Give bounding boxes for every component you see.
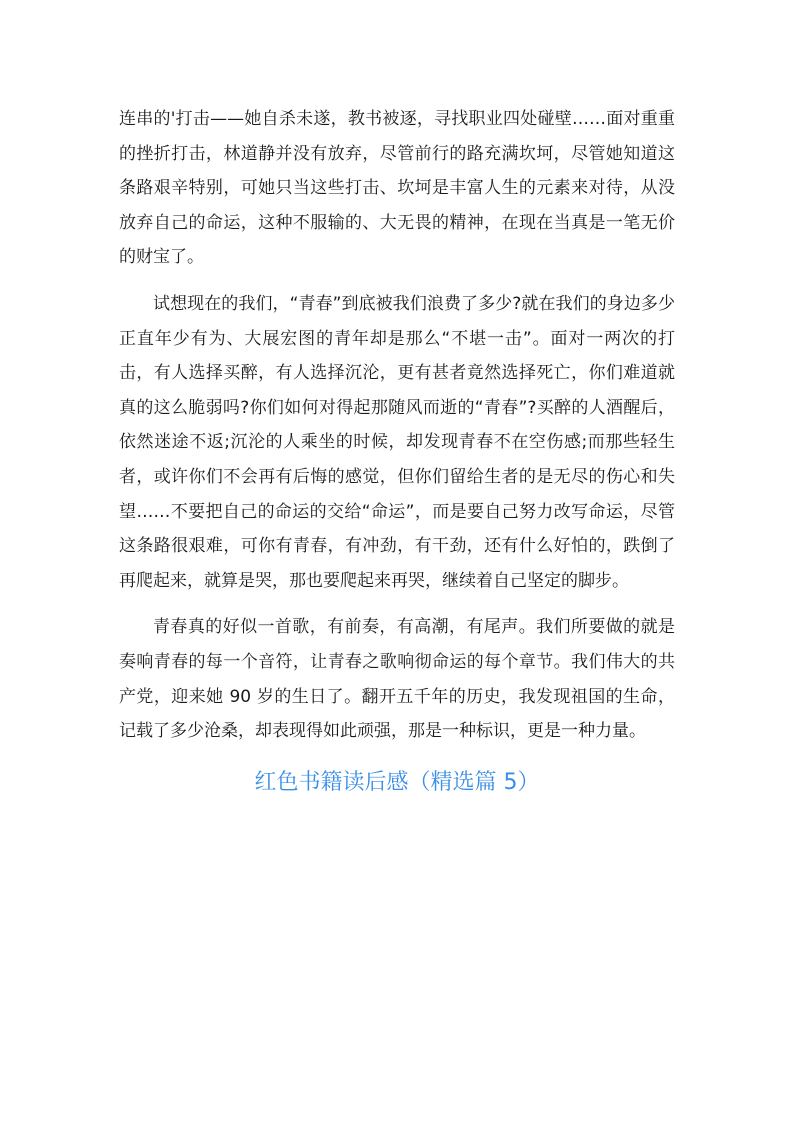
paragraph-2: 试想现在的我们，“青春”到底被我们浪费了多少?就在我们的身边多少正直年少有为、大展宏图的青年却是那么“不堪一击”。面对一两次的打击，有人选择买醉，有人选择沉沦，更有甚者竟然选择死亡，你们难道就真的这么脆弱吗?你们如何对得起那随风而逝的“青春”?买醉的人酒醒后，依然迷途不返;沉沦的人乘坐的时候，却发现青春不在空伤感;而那些轻生者，或许你们不会再有后悔的感觉，但你们留给生者的是无尽的伤心和失望……不要把自己的命运的交给“命运”，而是要自己努力改写命运，尽管这条路很艰难，可你有青春，有冲劲，有干劲，还有什么好怕的，跌倒了再爬起来，就算是哭，那也要爬起来再哭，继续着自己坚定的脚步。 <box>119 293 675 591</box>
paragraph-3: 青春真的好似一首歌，有前奏，有高潮，有尾声。我们所要做的就是奏响青春的每一个音符，让青春之歌响彻命运的每个章节。我们伟大的共产党，迎来她 90 岁的生日了。翻开五千年的历史，我发现祖国的生命，记载了多少沧桑，却表现得如此顽强，那是一种标识，更是一种力量。 <box>119 617 675 742</box>
document-body <box>119 102 675 805</box>
paragraph-1: 连串的'打击——她自杀未遂，教书被逐，寻找职业四处碰壁……面对重重的挫折打击，林道静并没有放弃，尽管前行的路充满坎坷，尽管她知道这条路艰辛特别，可她只当这些打击、坎坷是丰富人生的元素来对待，从没放弃自己的命运，这种不服输的、大无畏的精神，在现在当真是一笔无价的财宝了。 <box>119 109 675 268</box>
section-heading: 红色书籍读后感（精选篇 5） <box>254 769 540 795</box>
